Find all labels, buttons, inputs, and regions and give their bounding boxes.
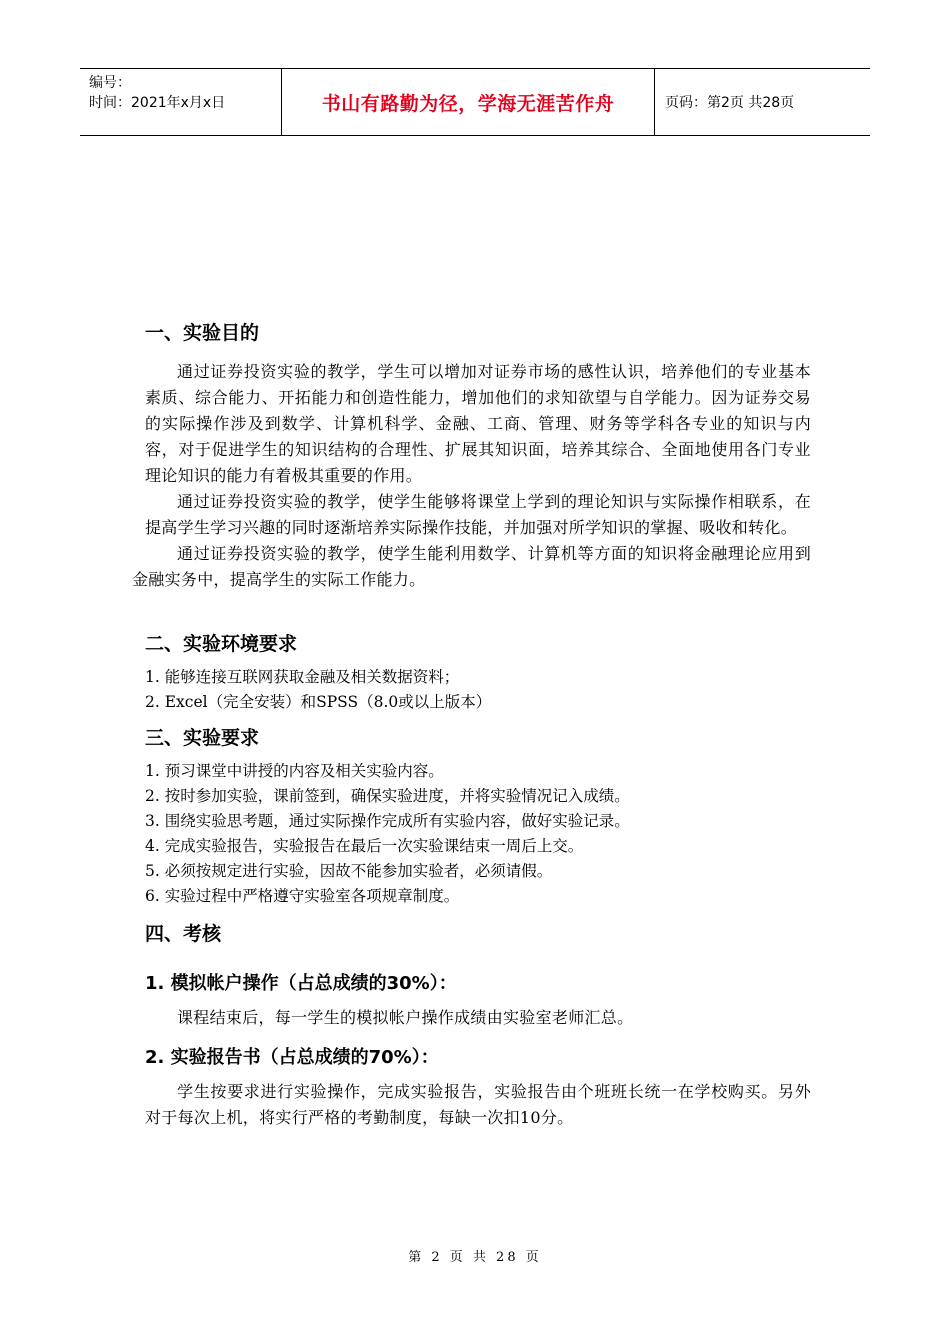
section-3-list xyxy=(145,759,811,909)
list-item: 3. 围绕实验思考题，通过实际操作完成所有实验内容，做好实验记录。 xyxy=(145,812,630,830)
section-2-title: 二、实验环境要求 xyxy=(145,633,298,655)
section-1-paragraph-2: 通过证券投资实验的教学，使学生能够将课堂上学到的理论知识与实际操作相联系，在提高学生学习兴趣的同时逐渐培养实际操作技能，并加强对所学知识的掌握、吸收和转化。 xyxy=(145,492,811,537)
section-4-text-2: 学生按要求进行实验操作，完成实验报告，实验报告由个班班长统一在学校购买。另外对于每次上机，将实行严格的考勤制度，每缺一次扣10分。 xyxy=(145,1082,811,1127)
section-1-paragraph-1: 通过证券投资实验的教学，学生可以增加对证券市场的感性认识，培养他们的专业基本素质、综合能力、开拓能力和创造性能力，增加他们的求知欲望与自学能力。因为证券交易的实际操作涉及到数学、计算机科学、金融、工商、管理、财务等学科各专业的知识与内容，对于促进学生的知识结构的合理性、扩展其知识面，培养其综合、全面地使用各门专业理论知识的能力有着极其重要的作用。 xyxy=(145,362,811,485)
header-motto: 书山有路勤为径，学海无涯苦作舟 xyxy=(282,69,655,135)
section-1-title: 一、实验目的 xyxy=(145,322,260,344)
page-header xyxy=(80,68,870,136)
section-4-subtitle-1: 1. 模拟帐户操作（占总成绩的30%）： xyxy=(145,973,457,994)
section-4-text-1: 课程结束后，每一学生的模拟帐户操作成绩由实验室老师汇总。 xyxy=(177,1008,634,1027)
header-page-info: 页码：第2页 共28页 xyxy=(665,95,795,111)
section-1-paragraph-3: 通过证券投资实验的教学，使学生能利用数学、计算机等方面的知识将金融理论应用到金融实务中，提高学生的实际工作能力。 xyxy=(132,544,811,589)
document-body xyxy=(132,318,811,1131)
header-number-label: 编号： xyxy=(89,75,131,91)
header-meta xyxy=(80,69,282,135)
list-item: 5. 必须按规定进行实验，因故不能参加实验者，必须请假。 xyxy=(145,862,553,880)
section-2-list xyxy=(145,665,811,715)
list-item: 2. 按时参加实验，课前签到，确保实验进度，并将实验情况记入成绩。 xyxy=(145,787,630,805)
list-item: 2. Excel（完全安装）和SPSS（8.0或以上版本） xyxy=(145,693,492,711)
section-4-title: 四、考核 xyxy=(145,923,222,945)
section-3-title: 三、实验要求 xyxy=(145,727,260,749)
list-item: 4. 完成实验报告，实验报告在最后一次实验课结束一周后上交。 xyxy=(145,837,584,855)
list-item: 1. 能够连接互联网获取金融及相关数据资料； xyxy=(145,668,460,686)
header-date-label: 时间：2021年x月x日 xyxy=(89,95,226,111)
list-item: 6. 实验过程中严格遵守实验室各项规章制度。 xyxy=(145,887,460,905)
list-item: 1. 预习课堂中讲授的内容及相关实验内容。 xyxy=(145,762,444,780)
page-footer: 第 2 页 共 28 页 xyxy=(408,1250,542,1265)
section-4-subtitle-2: 2. 实验报告书（占总成绩的70%）： xyxy=(145,1047,439,1068)
